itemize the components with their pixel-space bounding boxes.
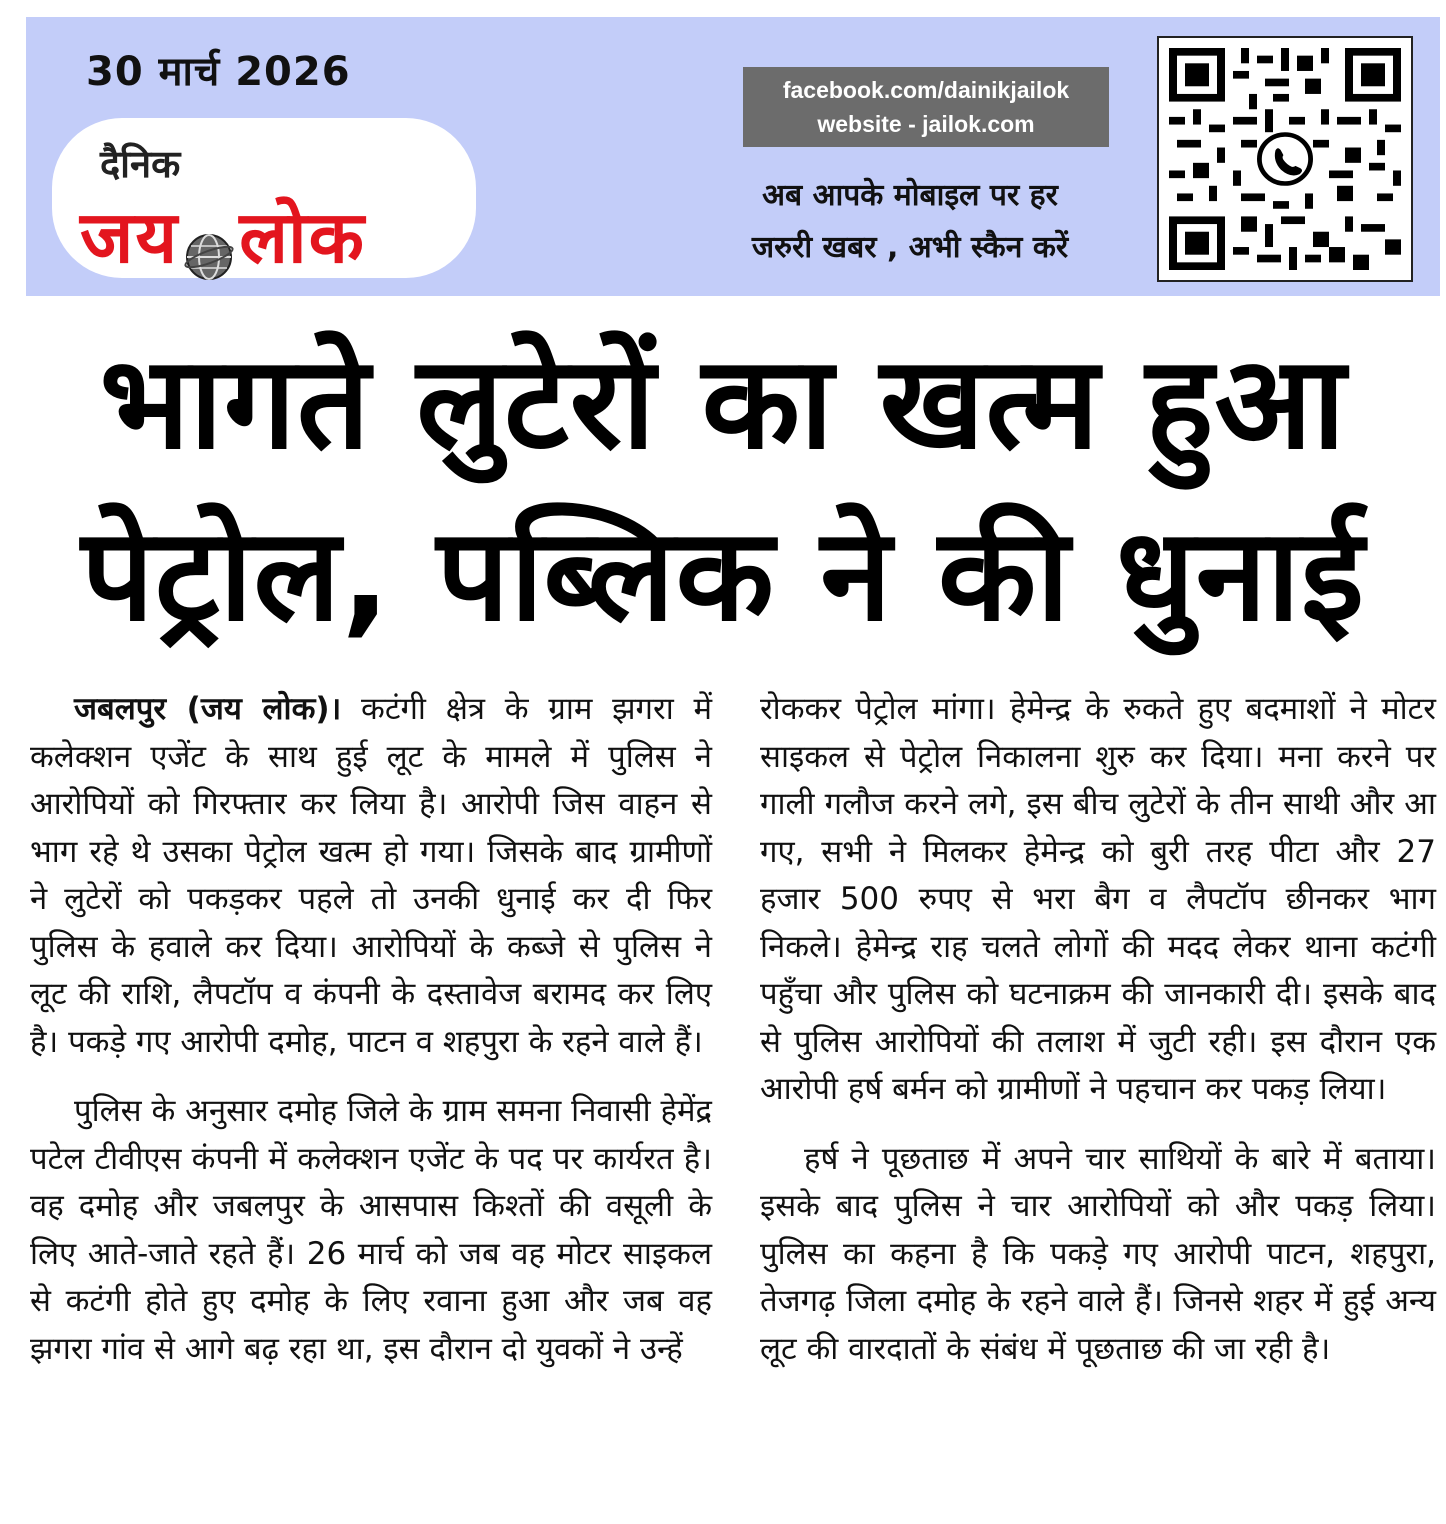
globe-icon [183,216,235,268]
article-dateline: जबलपुर (जय लोक)। [74,691,342,727]
article-paragraph [30,686,712,1066]
qr-code-icon [1169,48,1401,270]
cta-line-1: अब आपके मोबाइल पर हर [762,178,1058,213]
headline [0,318,1446,662]
article-column-right [760,686,1436,1373]
logo-word-lok: लोक [239,195,366,279]
scan-call-to-action [720,170,1100,274]
article-column-left [30,686,712,1373]
issue-date: 30 मार्च 2026 [86,49,351,95]
article-paragraph-3: रोककर पेट्रोल मांगा। हेमेन्द्र के रुकते हुए बदमाशों ने मोटर साइकल से पेट्रोल निकालना शुरु कर दिया। मना करने पर गाली गलौज करने लगे, इस बीच लुटेरों के तीन साथी और आ गए, सभी ने मिलकर हेमेन्द्र को बुरी तरह पीटा और 27 हजार 500 रुपए से भरा बैग व लैपटॉप छीनकर भाग निकले। हेमेन्द्र राह चलते लोगों की मदद लेकर थाना कटंगी पहुँचा और पुलिस को घटनाक्रम की जानकारी दी। इसके बाद से पुलिस आरोपियों की तलाश में जुटी रही। इस दौरान एक आरोपी हर्ष बर्मन को ग्रामीणों ने पहचान कर पकड़ लिया। [760,691,1436,1107]
logo-jai-lok [80,186,366,284]
headline-line-2: पेट्रोल, पब्लिक ने की धुनाई [81,501,1365,650]
whatsapp-qr-code[interactable] [1157,36,1413,282]
social-links-box [743,67,1109,147]
headline-line-1: भागते लुटेरों का खत्म हुआ [99,329,1347,478]
website-link[interactable]: website - jailok.com [817,111,1035,137]
logo-word-jai: जय [80,195,180,279]
article-paragraph-4: हर्ष ने पूछताछ में अपने चार साथियों के बारे में बताया। इसके बाद पुलिस ने चार आरोपियों को और पकड़ लिया। पुलिस का कहना है कि पकड़े गए आरोपी पाटन, शहपुरा, तेजगढ़ जिला दमोह के रहने वाले हैं। जिनसे शहर में हुई अन्य लूट की वारदातों के संबंध में पूछताछ की जा रही है। [760,1140,1436,1367]
article-paragraph-2: पुलिस के अनुसार दमोह जिले के ग्राम समना निवासी हेमेंद्र पटेल टीवीएस कंपनी में कलेक्शन एजेंट के पद पर कार्यरत है। वह दमोह और जबलपुर के आसपास किश्तों की वसूली के लिए आते-जाते रहते हैं। 26 मार्च को जब वह मोटर साइकल से कटंगी होते हुए दमोह के लिए रवाना हुआ और जब वह झगरा गांव से आगे बढ़ रहा था, इस दौरान दो युवकों ने उन्हें [30,1093,712,1367]
facebook-link[interactable]: facebook.com/dainikjailok [782,77,1070,103]
logo-dainik: दैनिक [100,142,181,186]
article-paragraph-1: कटंगी क्षेत्र के ग्राम झगरा में कलेक्शन एजेंट के साथ हुई लूट के मामले में पुलिस ने आरोपियों को गिरफ्तार कर लिया है। आरोपी जिस वाहन से भाग रहे थे उसका पेट्रोल खत्म हो गया। जिसके बाद ग्रामीणों ने लुटेरों को पकड़कर पहले तो उनकी धुनाई कर दी फिर पुलिस के हवाले कर दिया। आरोपियों के कब्जे से पुलिस ने लूट की राशि, लैपटॉप व कंपनी के दस्तावेज बरामद कर लिए है। पकड़े गए आरोपी दमोह, पाटन व शहपुरा के रहने वाले हैं। [30,691,712,1060]
cta-line-2: जरुरी खबर , अभी स्कैन करें [751,230,1069,265]
